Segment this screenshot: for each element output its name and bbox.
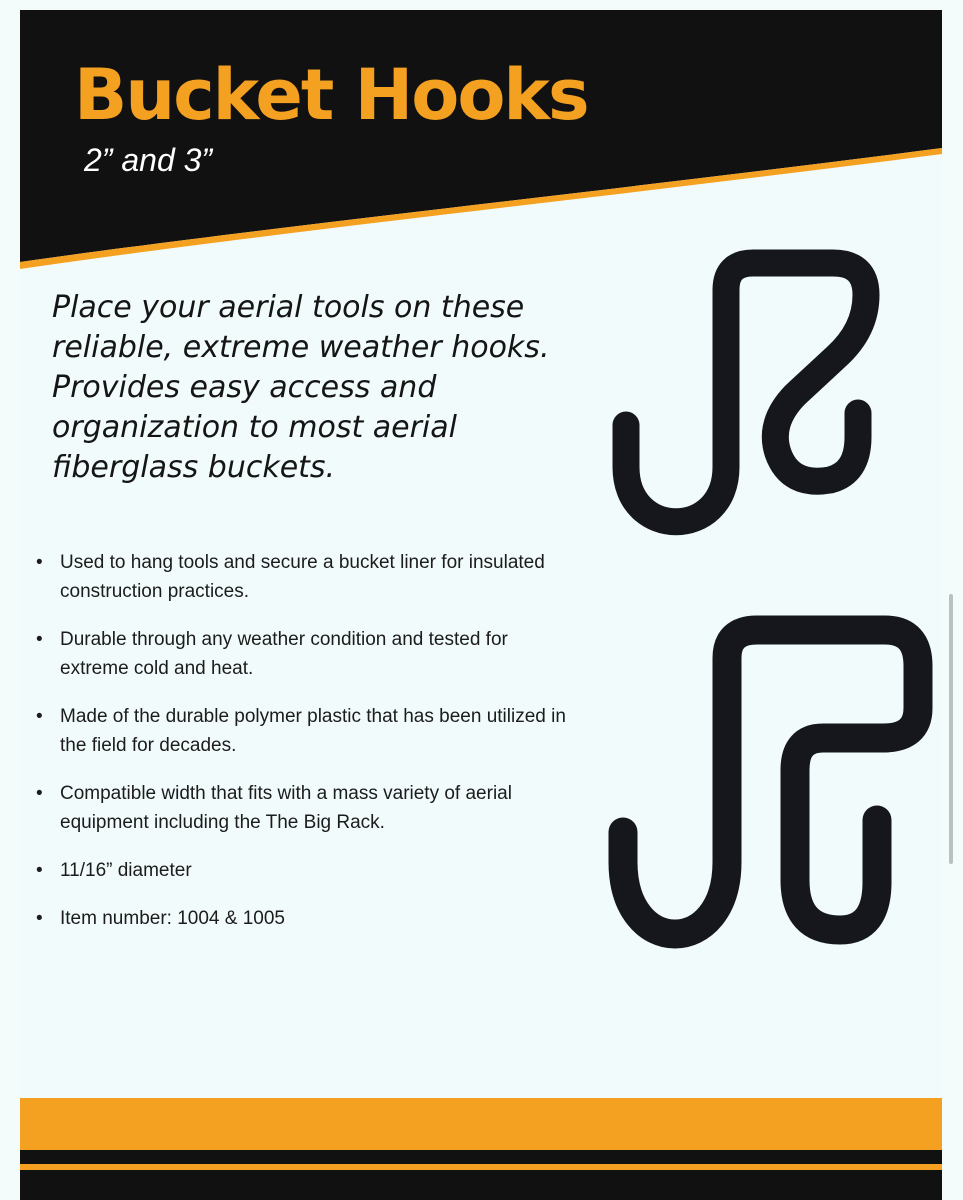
size-subtitle: 2” and 3” [84, 142, 213, 178]
bullet-icon: • [36, 706, 43, 727]
feature-list [36, 548, 576, 952]
bullet-icon: • [36, 552, 43, 573]
feature-item: • 11/16” diameter [36, 856, 576, 885]
page-title: Bucket Hooks [74, 54, 588, 136]
intro-paragraph: Place your aerial tools on these reliable, extreme weather hooks. Provides easy access and organization to most aerial fiberglass buckets. [52, 290, 550, 485]
vertical-scrollbar[interactable] [949, 594, 953, 864]
bullet-icon: • [36, 783, 43, 804]
bullet-icon: • [36, 629, 43, 650]
hook-3in-image [585, 600, 935, 960]
feature-item: • Item number: 1004 & 1005 [36, 904, 576, 933]
feature-item: • Durable through any weather condition and tested for extreme cold and heat. [36, 625, 576, 683]
footer-banner [20, 1098, 942, 1200]
flyer-page [20, 10, 942, 1200]
bullet-icon: • [36, 860, 43, 881]
feature-item: • Compatible width that fits with a mass variety of aerial equipment including the The Big Rack. [36, 779, 576, 837]
feature-item: • Used to hang tools and secure a bucket liner for insulated construction practices. [36, 548, 576, 606]
hook-2in-image [590, 225, 890, 545]
bullet-icon: • [36, 908, 43, 929]
feature-item: • Made of the durable polymer plastic that has been utilized in the field for decades. [36, 702, 576, 760]
